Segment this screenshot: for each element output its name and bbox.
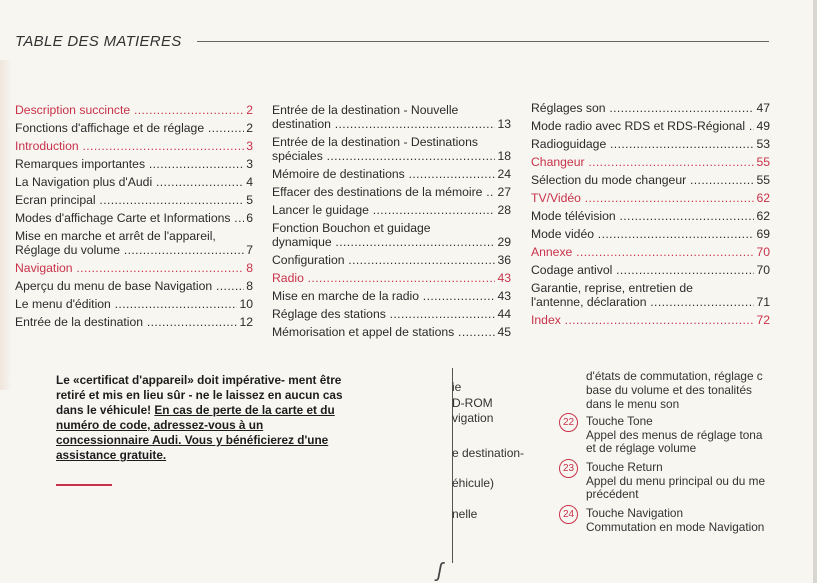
toc-page-number: 36 <box>497 253 511 267</box>
toc-entry-title: Index ..... <box>531 313 754 327</box>
toc-entry[interactable] <box>272 289 511 303</box>
toc-entry-title: Description succincte ..... <box>15 103 244 117</box>
legend-line: Appel du menu principal ou du me <box>586 473 766 488</box>
toc-page-number: 44 <box>497 307 511 321</box>
toc-entry-title: Mise en marche de la radio ..... <box>272 289 495 303</box>
toc-page-number: 10 <box>239 297 253 311</box>
toc-section-heading[interactable] <box>15 139 253 153</box>
toc-column-1 <box>15 103 253 333</box>
toc-entry-title: TV/Vidéo ..... <box>531 191 754 205</box>
toc-entry-title: l'antenne, déclaration ..... <box>531 295 754 309</box>
toc-entry-title: Mode radio avec RDS et RDS-Régional ..... <box>531 119 754 133</box>
toc-page-number: 70 <box>756 263 770 277</box>
toc-entry[interactable] <box>272 253 511 267</box>
fragment: vigation <box>452 411 494 425</box>
toc-entry[interactable] <box>531 119 770 133</box>
toc-entry-title: Radio ..... <box>272 271 495 285</box>
fragment: D-ROM <box>452 396 493 410</box>
toc-entry-title: Aperçu du menu de base Navigation ..... <box>15 279 244 293</box>
page-title: TABLE DES MATIERES <box>15 33 182 50</box>
toc-entry-title: Mode vidéo ..... <box>531 227 754 241</box>
toc-entry-title: Réglage du volume ..... <box>15 243 244 257</box>
toc-entry[interactable] <box>531 173 770 187</box>
toc-entry-title: Introduction ..... <box>15 139 244 153</box>
toc-entry[interactable] <box>272 325 511 339</box>
toc-page-number: 13 <box>497 117 511 131</box>
toc-page-number: 47 <box>756 101 770 115</box>
legend-line: Commutation en mode Navigation <box>586 519 765 534</box>
title-rule <box>197 41 769 42</box>
toc-entry-title: Sélection du mode changeur ..... <box>531 173 754 187</box>
toc-page-number: 8 <box>246 261 253 275</box>
toc-page-number: 4 <box>246 175 253 189</box>
toc-page-number: 49 <box>756 119 770 133</box>
toc-entry[interactable] <box>15 243 253 257</box>
legend-continued-3: dans le menu son <box>586 397 680 411</box>
fragment: e destination- <box>452 446 525 460</box>
toc-page-number: 27 <box>497 185 511 199</box>
toc-entry-title: Changeur ..... <box>531 155 754 169</box>
fragment: nelle <box>452 507 478 521</box>
toc-entry[interactable] <box>15 175 253 189</box>
toc-entry-title: spéciales ..... <box>272 149 495 163</box>
toc-entry[interactable] <box>531 137 770 151</box>
toc-section-heading[interactable] <box>531 245 770 259</box>
toc-column-2 <box>272 103 511 343</box>
toc-entry-title: La Navigation plus d'Audi ..... <box>15 175 244 189</box>
toc-page-number: 45 <box>497 325 511 339</box>
toc-entry[interactable] <box>531 227 770 241</box>
toc-page-number: 12 <box>239 315 253 329</box>
toc-section-heading[interactable] <box>15 261 253 275</box>
fragment: éhicule) <box>452 476 495 490</box>
red-underline-mark <box>56 484 112 486</box>
toc-entry-title: Remarques importantes ..... <box>15 157 244 171</box>
toc-page-number: 5 <box>246 193 253 207</box>
toc-entry[interactable] <box>272 203 511 217</box>
toc-page-number: 2 <box>246 103 253 117</box>
toc-entry-title: Mémorisation et appel de stations ..... <box>272 325 495 339</box>
legend-head: Touche Return <box>586 460 663 474</box>
toc-entry-title: Fonctions d'affichage et de réglage ..... <box>15 121 244 135</box>
toc-page-number: 3 <box>246 157 253 171</box>
toc-entry-title: Configuration ..... <box>272 253 495 267</box>
notice-assistance: En cas de perte de la carte et du numéro de code, adressez-vous à un concessionnaire Audi. Vous y bénéficierez d'une assistance gratuite. <box>56 403 335 462</box>
toc-section-heading[interactable] <box>531 191 770 205</box>
toc-page-number: 72 <box>756 313 770 327</box>
toc-entry[interactable] <box>272 117 511 131</box>
toc-entry[interactable] <box>531 295 770 309</box>
toc-page-number: 55 <box>756 155 770 169</box>
toc-entry-line: Fonction Bouchon et guidage <box>272 221 431 235</box>
toc-entry[interactable] <box>15 211 253 225</box>
toc-entry-title: Lancer le guidage ..... <box>272 203 495 217</box>
toc-page-number: 62 <box>756 209 770 223</box>
callout-number: 24 <box>559 505 578 524</box>
toc-entry-line: Entrée de la destination - Nouvelle <box>272 103 459 117</box>
toc-section-heading[interactable] <box>531 155 770 169</box>
notice-warning: Le «certificat d'appareil» doit impérative- ment être retiré et mis en lieu sûr - ne le laissez en aucun cas dans le véhicule! <box>56 373 343 417</box>
legend-line: précédent <box>586 487 639 501</box>
legend-continued-2: base du volume et des tonalités <box>586 383 752 397</box>
toc-entry-title: Mode télévision ..... <box>531 209 754 223</box>
toc-page-number: 53 <box>756 137 770 151</box>
toc-entry-title: Réglages son ..... <box>531 101 754 115</box>
toc-entry[interactable] <box>15 315 253 329</box>
legend-line: et de réglage volume <box>586 441 697 455</box>
toc-entry-title: Réglage des stations ..... <box>272 307 495 321</box>
toc-entry-line: Mise en marche et arrêt de l'appareil, <box>15 229 216 243</box>
toc-entry-title: Le menu d'édition ..... <box>15 297 237 311</box>
toc-page-number: 2 <box>246 121 253 135</box>
toc-entry-title: Entrée de la destination ..... <box>15 315 237 329</box>
toc-page-number: 62 <box>756 191 770 205</box>
toc-entry[interactable] <box>15 157 253 171</box>
toc-page-number: 43 <box>497 289 511 303</box>
toc-page-number: 43 <box>497 271 511 285</box>
toc-page-number: 70 <box>756 245 770 259</box>
toc-column-3 <box>531 101 770 331</box>
toc-entry-title: Mémoire de destinations ..... <box>272 167 495 181</box>
legend-head: Touche Tone <box>586 414 653 428</box>
toc-entry[interactable] <box>15 193 253 207</box>
toc-page-number: 55 <box>756 173 770 187</box>
toc-entry[interactable] <box>272 167 511 181</box>
toc-section-heading[interactable] <box>531 313 770 327</box>
toc-entry[interactable] <box>531 263 770 277</box>
toc-entry[interactable] <box>15 121 253 135</box>
toc-entry[interactable] <box>15 297 253 311</box>
toc-page-number: 28 <box>497 203 511 217</box>
toc-page-number: 3 <box>246 139 253 153</box>
toc-entry[interactable] <box>272 149 511 163</box>
toc-entry[interactable] <box>272 235 511 249</box>
toc-entry-title: Radioguidage ..... <box>531 137 754 151</box>
toc-page-number: 18 <box>497 149 511 163</box>
callout-number: 23 <box>559 459 578 478</box>
toc-entry-title: Ecran principal ..... <box>15 193 244 207</box>
toc-page-number: 6 <box>246 211 253 225</box>
toc-section-heading[interactable] <box>272 271 511 285</box>
toc-entry-line: Entrée de la destination - Destinations <box>272 135 478 149</box>
toc-entry[interactable] <box>272 185 511 199</box>
toc-entry-title: Effacer des destinations de la mémoire ..... <box>272 185 495 199</box>
toc-entry-title: Codage antivol ..... <box>531 263 754 277</box>
toc-page-number: 7 <box>246 243 253 257</box>
legend-continued-1: d'états de commutation, réglage c <box>586 369 763 383</box>
toc-entry[interactable] <box>272 307 511 321</box>
scribble-mark: ʃ <box>437 560 443 582</box>
toc-entry-line: Garantie, reprise, entretien de <box>531 281 693 295</box>
toc-entry[interactable] <box>15 279 253 293</box>
toc-entry[interactable] <box>531 209 770 223</box>
toc-page-number: 69 <box>756 227 770 241</box>
toc-entry-title: Annexe ..... <box>531 245 754 259</box>
legend-head: Touche Navigation <box>586 506 684 520</box>
toc-section-heading[interactable] <box>15 103 253 117</box>
certificate-notice <box>56 373 346 463</box>
toc-entry[interactable] <box>531 101 770 115</box>
fragment: ie <box>452 380 462 394</box>
toc-entry-title: dynamique ..... <box>272 235 495 249</box>
toc-entry-title: Modes d'affichage Carte et Informations ..... <box>15 211 244 225</box>
page-stain <box>0 60 12 390</box>
legend-line: Appel des menus de réglage tona <box>586 427 763 442</box>
toc-page-number: 71 <box>756 295 770 309</box>
toc-page-number: 29 <box>497 235 511 249</box>
page-edge <box>813 0 817 583</box>
toc-page-number: 8 <box>246 279 253 293</box>
toc-entry-title: destination ..... <box>272 117 495 131</box>
callout-number: 22 <box>559 413 578 432</box>
toc-page-number: 24 <box>497 167 511 181</box>
toc-entry-title: Navigation ..... <box>15 261 244 275</box>
